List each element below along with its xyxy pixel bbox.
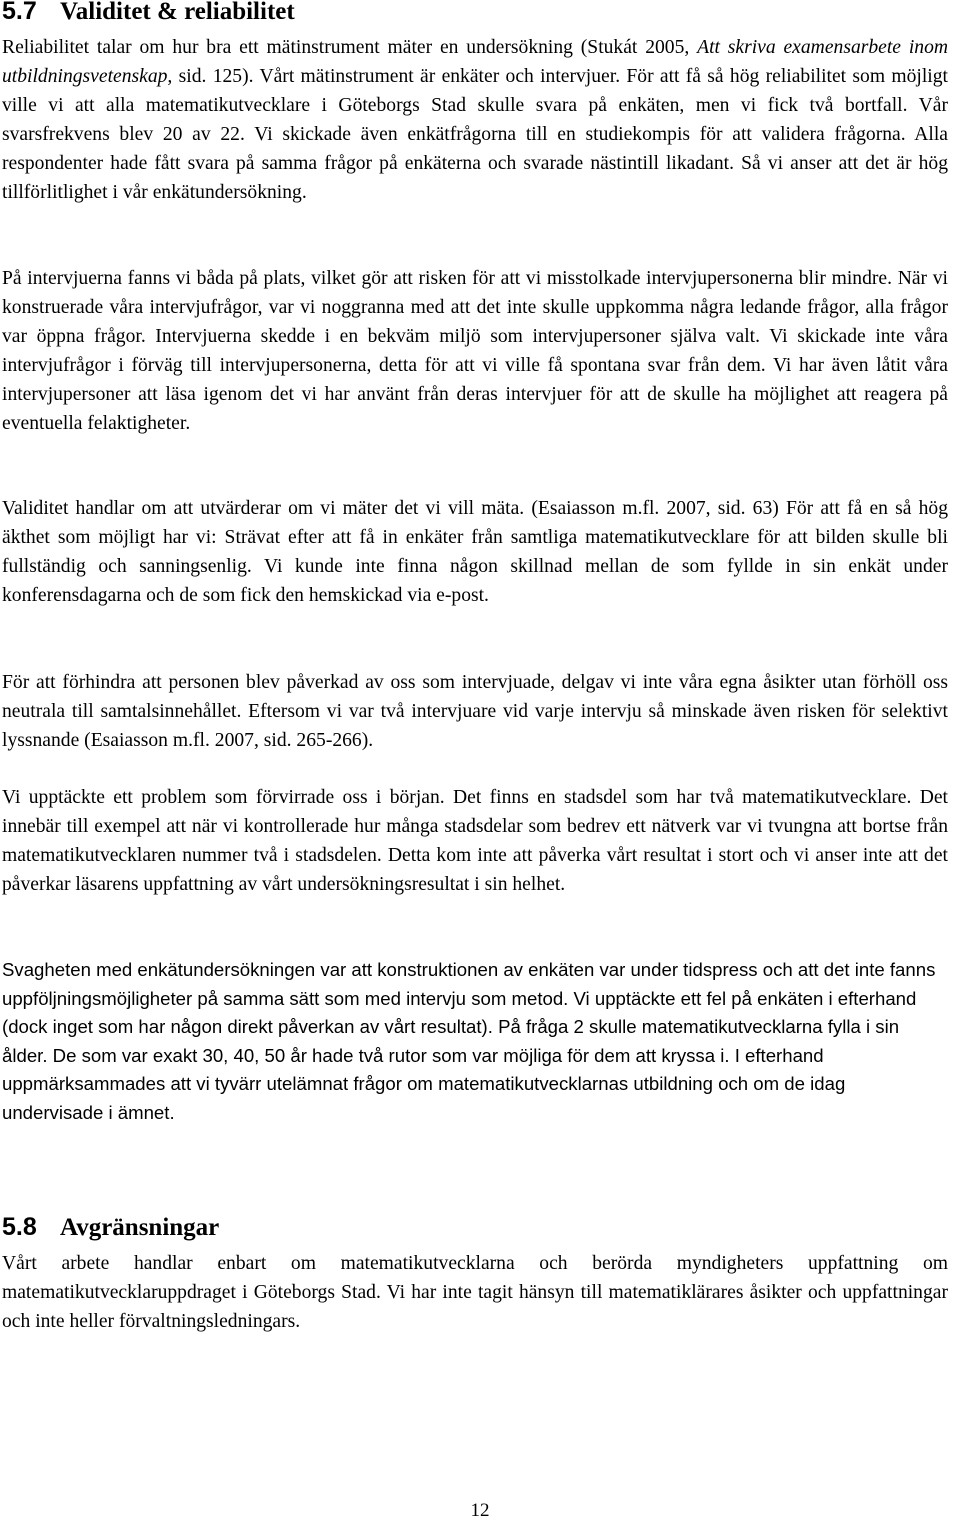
section-heading-validity (2, 0, 295, 27)
paragraph-validity: Validitet handlar om att utvärderar om vi mäter det vi vill mäta. (Esaiasson m.fl. 2007, sid. 63) För att få en så hög äkthet som möjligt har vi: Strävat efter att få in enkäter från samtliga matematikutvecklare för att bilden skulle bli fullständig och sanningsenlig. Vi kunde inte finna någon skillnad mellan de som fyllde in sin enkät under konferensdagarna och de som fick den hemskickad via e-post. (2, 498, 948, 606)
paragraph-survey-weakness: Svagheten med enkätundersökningen var att konstruktionen av enkäten var under tidspress och att det inte fanns uppföljningsmöjligheter på samma sätt som med intervju som metod. Vi upptäckte ett fel på enkäten i efterhand (dock inget som har någon direkt påverkan av vårt resultat). På fråga 2 skulle matematikutvecklarna fylla i sin ålder. De som var exakt 30, 40, 50 år hade två rutor som var möjliga för dem att kryssa i. I efterhand uppmärksammades att vi tyvärr utelämnat frågor om matematikutvecklarnas utbildning och om de idag undervisade i ämnet. (2, 959, 936, 1123)
paragraph-delimitations: Vårt arbete handlar enbart om matematikutvecklarna och berörda myndigheters uppfattning om matematikutvecklaruppdraget i Göteborgs Stad. Vi har inte tagit hänsyn till matematiklärares åsikter och uppfattningar och inte heller förvaltningsledningars. (2, 1253, 948, 1332)
section-number: 5.8 (2, 1213, 37, 1241)
section-title: Avgränsningar (60, 1214, 220, 1241)
paragraph-text: Reliabilitet talar om hur bra ett mätinstrument mäter en undersökning (Stukát 2005, (2, 37, 698, 58)
section-number: 5.7 (2, 0, 37, 25)
paragraph-interviews: På intervjuerna fanns vi båda på plats, vilket gör att risken för att vi misstolkade intervjupersonerna blir mindre. När vi konstruerade våra intervjufrågor, var vi noggranna med att det inte skulle uppkomma några ledande frågor, alla frågor var öppna frågor. Intervjuerna skedde i en bekväm miljö som intervjupersoner själva valt. Vi skickade inte våra intervjufrågor i förväg till intervjupersonerna, detta för att vi ville få spontana svar från dem. Vi har även låtit våra intervjupersoner att läsa igenom det vi har använt från deras intervjuer för att de skulle ha möjlighet att reagera på eventuella felaktigheter. (2, 268, 948, 434)
cited-title: Att skriva examensarbete inom utbildningsvetenskap, (2, 37, 949, 87)
paragraph-interviewer-bias: För att förhindra att personen blev påverkad av oss som intervjuade, delgav vi inte våra egna åsikter utan förhöll oss neutrala till samtalsinnehållet. Eftersom vi var två intervjuare vid varje intervju så minskade även risken för selektivt lyssnande (Esaiasson m.fl. 2007, sid. 265-266). (2, 672, 948, 751)
paragraph-problem: Vi upptäckte ett problem som förvirrade oss i början. Det finns en stadsdel som har två matematikutvecklare. Det innebär till exempel att när vi kontrollerade hur många stadsdelar som bedrev ett nätverk var vi tvungna att bortse från matematikutvecklaren nummer två i stadsdelen. Detta kom inte att påverka vårt resultat i stort och vi anser inte att det påverkar läsarens uppfattning av vårt undersökningsresultat i sin helhet. (2, 787, 948, 895)
section-heading-delimitations (2, 1212, 219, 1243)
paragraph-reliability (2, 33, 948, 207)
page-number: 12 (470, 1500, 490, 1521)
section-title: Validitet & reliabilitet (60, 0, 295, 25)
paragraph-text: sid. 125). Vårt mätinstrument är enkäter och intervjuer. För att få så hög reliabilitet som möjligt ville vi att alla matematikutvecklare i Göteborgs Stad skulle svara på enkäten, men vi fick två bortfall. Vår svarsfrekvens blev 20 av 22. Vi skickade även enkätfrågorna till en studiekompis för att validera frågorna. Alla respondenter hade fått svara på samma frågor på enkäterna och svarade nästintill likadant. Så vi anser att det är hög tillförlitlighet i vår enkätundersökning. (2, 66, 948, 203)
